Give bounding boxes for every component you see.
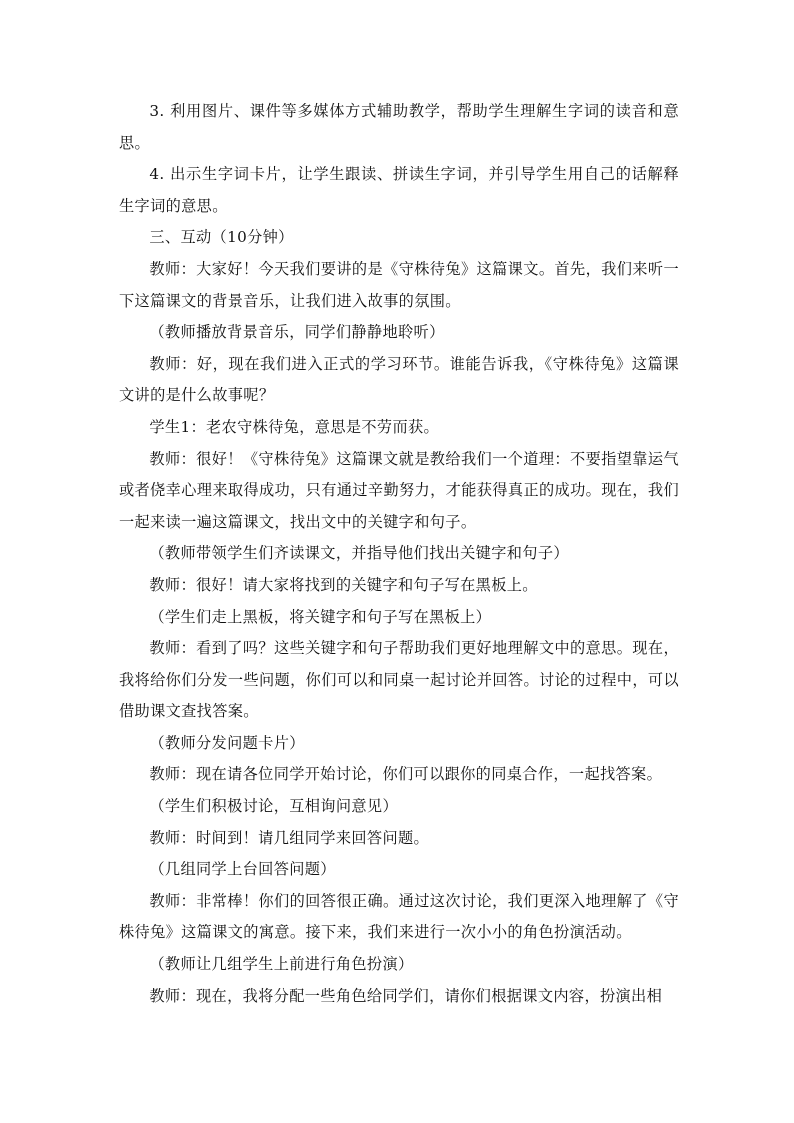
stage-direction: （教师带领学生们齐读课文，并指导他们找出关键字和句子） bbox=[149, 544, 569, 563]
stage-direction: （教师播放背景音乐，同学们静静地聆听） bbox=[149, 323, 445, 342]
stage-direction: （学生们走上黑板，将关键字和句子写在黑板上） bbox=[149, 607, 492, 626]
document-body bbox=[119, 96, 679, 1012]
stage-direction: （几组同学上台回答问题） bbox=[149, 860, 336, 879]
stage-direction: （教师让几组学生上前进行角色扮演） bbox=[149, 955, 414, 974]
dialogue-line: 教师：非常棒！你们的回答很正确。通过这次讨论，我们更深入地理解了《守株待兔》这篇课文的寓意。接下来，我们来进行一次小小的角色扮演活动。 bbox=[119, 891, 679, 942]
dialogue-line: 教师：时间到！请几组同学来回答问题。 bbox=[149, 828, 430, 847]
paragraph-step-3: 3. 利用图片、课件等多媒体方式辅助教学，帮助学生理解生字词的读音和意思。 bbox=[119, 102, 679, 152]
dialogue-line: 教师：大家好！今天我们要讲的是《守株待兔》这篇课文。首先，我们来听一下这篇课文的背景音乐，让我们进入故事的氛围。 bbox=[119, 259, 679, 310]
dialogue-line: 教师：很好！请大家将找到的关键字和句子写在黑板上。 bbox=[149, 575, 538, 594]
stage-direction: （学生们积极讨论，互相询问意见） bbox=[149, 797, 398, 816]
dialogue-line: 教师：看到了吗？这些关键字和句子帮助我们更好地理解文中的意思。现在，我将给你们分发一些问题，你们可以和同桌一起讨论并回答。讨论的过程中，可以借助课文查找答案。 bbox=[119, 639, 679, 721]
dialogue-line: 教师：现在请各位同学开始讨论，你们可以跟你的同桌合作，一起找答案。 bbox=[149, 765, 663, 784]
paragraph-step-4: 4. 出示生字词卡片，让学生跟读、拼读生字词，并引导学生用自己的话解释生字词的意思。 bbox=[119, 165, 679, 215]
dialogue-line: 教师：现在，我将分配一些角色给同学们，请你们根据课文内容，扮演出相 bbox=[149, 986, 663, 1005]
section-heading-interaction: 三、互动（10分钟） bbox=[149, 228, 294, 247]
stage-direction: （教师分发问题卡片） bbox=[149, 733, 305, 752]
dialogue-line: 教师：很好！《守株待兔》这篇课文就是教给我们一个道理：不要指望靠运气或者侥幸心理来取得成功，只有通过辛勤努力，才能获得真正的成功。现在，我们一起来读一遍这篇课文，找出文中的关键字和句子。 bbox=[119, 449, 679, 531]
dialogue-line: 教师：好，现在我们进入正式的学习环节。谁能告诉我，《守株待兔》这篇课文讲的是什么故事呢？ bbox=[119, 354, 679, 405]
dialogue-line: 学生1：老农守株待兔，意思是不劳而获。 bbox=[149, 417, 440, 436]
